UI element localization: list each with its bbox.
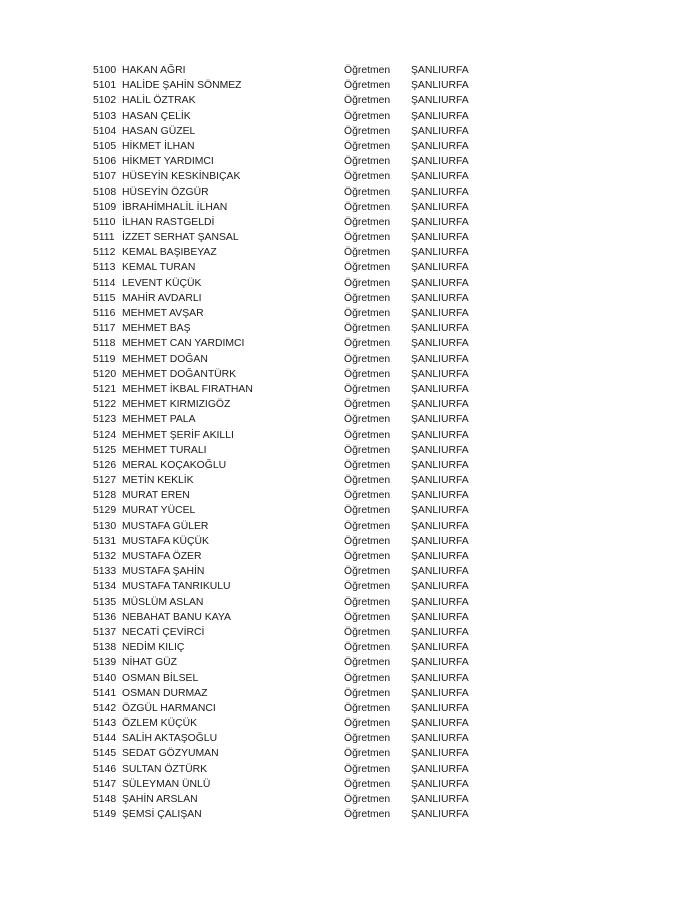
row-number: 5108 [93, 186, 117, 198]
job-title: Öğretmen [344, 216, 391, 228]
person-name: NEBAHAT BANU KAYA [122, 611, 231, 623]
person-name: MUSTAFA ŞAHİN [122, 566, 205, 578]
job-title: Öğretmen [344, 292, 391, 304]
city-name: ŞANLIURFA [411, 140, 469, 152]
row-number: 5130 [93, 520, 117, 532]
person-name: HİKMET İLHAN [122, 140, 195, 152]
job-title: Öğretmen [344, 247, 391, 259]
row-number: 5136 [93, 611, 117, 623]
person-name: MEHMET DOĞANTÜRK [122, 368, 237, 380]
row-number: 5134 [93, 581, 117, 593]
row-number: 5124 [93, 429, 117, 441]
table-row [93, 549, 493, 564]
city-name: ŞANLIURFA [411, 156, 469, 168]
city-name: ŞANLIURFA [411, 262, 469, 274]
city-name: ŞANLIURFA [411, 353, 469, 365]
city-name: ŞANLIURFA [411, 338, 469, 350]
row-number: 5117 [93, 323, 116, 335]
job-title: Öğretmen [344, 80, 391, 92]
row-number: 5106 [93, 156, 117, 168]
person-name: MURAT EREN [122, 490, 190, 502]
job-title: Öğretmen [344, 809, 391, 821]
city-name: ŞANLIURFA [411, 414, 469, 426]
city-name: ŞANLIURFA [411, 308, 469, 319]
job-title: Öğretmen [344, 505, 391, 517]
row-number: 5121 [93, 383, 117, 395]
job-title: Öğretmen [344, 763, 391, 775]
table-row [93, 276, 493, 291]
row-number: 5107 [93, 171, 117, 183]
person-name: HÜSEYİN KESKİNBIÇAK [122, 171, 241, 183]
city-name: ŞANLIURFA [411, 535, 469, 547]
person-name: MURAT YÜCEL [122, 505, 196, 517]
person-name: MEHMET CAN YARDIMCI [122, 338, 245, 350]
job-title: Öğretmen [344, 475, 391, 487]
person-name: MEHMET AVŞAR [122, 308, 204, 319]
row-number: 5132 [93, 551, 117, 562]
city-name: ŞANLIURFA [411, 763, 469, 775]
city-name: ŞANLIURFA [411, 383, 469, 395]
row-number: 5145 [93, 748, 117, 760]
row-number: 5131 [93, 535, 117, 547]
person-name: KEMAL TURAN [122, 262, 196, 274]
job-title: Öğretmen [344, 520, 391, 532]
row-number: 5119 [93, 353, 116, 365]
person-name: METİN KEKLİK [122, 475, 194, 487]
row-number: 5101 [93, 80, 117, 92]
job-title: Öğretmen [344, 581, 391, 593]
job-title: Öğretmen [344, 748, 391, 760]
table-row [93, 686, 493, 701]
person-name: NEDİM KILIÇ [122, 642, 185, 654]
person-name: MUSTAFA KÜÇÜK [122, 535, 209, 547]
row-number: 5120 [93, 368, 117, 380]
person-name: İLHAN RASTGELDİ [122, 216, 215, 228]
row-number: 5129 [93, 505, 117, 517]
city-name: ŞANLIURFA [411, 475, 469, 487]
job-title: Öğretmen [344, 429, 391, 441]
row-number: 5109 [93, 201, 117, 213]
job-title: Öğretmen [344, 110, 391, 122]
person-name: MUSTAFA TANRIKULU [122, 581, 231, 593]
row-number: 5111 [93, 232, 115, 244]
city-name: ŞANLIURFA [411, 171, 469, 183]
city-name: ŞANLIURFA [411, 65, 469, 76]
row-number: 5139 [93, 657, 117, 669]
job-title: Öğretmen [344, 733, 391, 745]
person-name: ŞAHİN ARSLAN [122, 794, 198, 805]
city-name: ŞANLIURFA [411, 201, 469, 213]
table-row [93, 139, 493, 154]
city-name: ŞANLIURFA [411, 611, 469, 623]
table-row [93, 169, 493, 184]
person-name: MEHMET DOĞAN [122, 353, 208, 365]
row-number: 5104 [93, 125, 117, 137]
row-number: 5133 [93, 566, 117, 578]
job-title: Öğretmen [344, 642, 391, 654]
table-row [93, 488, 493, 503]
row-number: 5127 [93, 475, 117, 487]
person-name: SALİH AKTAŞOĞLU [122, 733, 218, 745]
row-number: 5116 [93, 308, 116, 319]
row-number: 5149 [93, 809, 117, 821]
city-name: ŞANLIURFA [411, 581, 469, 593]
city-name: ŞANLIURFA [411, 505, 469, 517]
table-row [93, 762, 493, 777]
city-name: ŞANLIURFA [411, 809, 469, 821]
table-row [93, 230, 493, 245]
job-title: Öğretmen [344, 201, 391, 213]
city-name: ŞANLIURFA [411, 125, 469, 137]
row-number: 5140 [93, 672, 117, 684]
table-row [93, 534, 493, 549]
person-name: İBRAHİMHALİL İLHAN [122, 201, 228, 213]
city-name: ŞANLIURFA [411, 672, 469, 684]
table-row [93, 807, 493, 822]
table-row [93, 291, 493, 306]
table-row [93, 382, 493, 397]
table-row [93, 200, 493, 215]
person-name: OSMAN DURMAZ [122, 687, 208, 699]
person-name: HASAN GÜZEL [122, 125, 196, 137]
person-name: OSMAN BİLSEL [122, 672, 199, 684]
person-name: HALİDE ŞAHİN SÖNMEZ [122, 80, 242, 92]
table-row [93, 443, 493, 458]
table-row [93, 458, 493, 473]
job-title: Öğretmen [344, 626, 391, 638]
person-name: MUSTAFA GÜLER [122, 520, 209, 532]
table-row [93, 701, 493, 716]
job-title: Öğretmen [344, 65, 391, 76]
row-number: 5105 [93, 140, 117, 152]
person-name: MAHİR AVDARLI [122, 292, 202, 304]
city-name: ŞANLIURFA [411, 626, 469, 638]
person-name: SÜLEYMAN ÜNLÜ [122, 778, 211, 790]
job-title: Öğretmen [344, 338, 391, 350]
table-row [93, 336, 493, 351]
city-name: ŞANLIURFA [411, 399, 469, 411]
table-row [93, 124, 493, 139]
table-row [93, 367, 493, 382]
table-row [93, 595, 493, 610]
job-title: Öğretmen [344, 156, 391, 168]
job-title: Öğretmen [344, 323, 391, 335]
person-name: HÜSEYİN ÖZGÜR [122, 186, 209, 198]
row-number: 5143 [93, 718, 117, 730]
city-name: ŞANLIURFA [411, 657, 469, 669]
table-row [93, 260, 493, 275]
row-number: 5128 [93, 490, 117, 502]
table-row [93, 109, 493, 124]
job-title: Öğretmen [344, 125, 391, 137]
table-row [93, 564, 493, 579]
city-name: ŞANLIURFA [411, 292, 469, 304]
table-row [93, 93, 493, 108]
table-row [93, 215, 493, 230]
city-name: ŞANLIURFA [411, 718, 469, 730]
job-title: Öğretmen [344, 368, 391, 380]
city-name: ŞANLIURFA [411, 323, 469, 335]
table-row [93, 321, 493, 336]
job-title: Öğretmen [344, 566, 391, 578]
table-row [93, 245, 493, 260]
job-title: Öğretmen [344, 186, 391, 198]
row-number: 5125 [93, 444, 117, 456]
person-name: HALİL ÖZTRAK [122, 95, 196, 107]
person-name: HASAN ÇELİK [122, 110, 191, 122]
row-number: 5100 [93, 65, 117, 76]
row-number: 5110 [93, 216, 116, 228]
job-title: Öğretmen [344, 687, 391, 699]
job-title: Öğretmen [344, 232, 391, 244]
job-title: Öğretmen [344, 672, 391, 684]
table-row [93, 671, 493, 686]
job-title: Öğretmen [344, 611, 391, 623]
person-name: ÖZLEM KÜÇÜK [122, 718, 198, 730]
job-title: Öğretmen [344, 353, 391, 365]
person-name: KEMAL BAŞIBEYAZ [122, 247, 217, 259]
table-row [93, 78, 493, 93]
table-row [93, 610, 493, 625]
person-name: SEDAT GÖZYUMAN [122, 748, 219, 760]
row-number: 5138 [93, 642, 117, 654]
table-row [93, 503, 493, 518]
job-title: Öğretmen [344, 414, 391, 426]
city-name: ŞANLIURFA [411, 186, 469, 198]
row-number: 5141 [93, 687, 117, 699]
person-name: MERAL KOÇAKOĞLU [122, 459, 227, 471]
job-title: Öğretmen [344, 140, 391, 152]
job-title: Öğretmen [344, 171, 391, 183]
person-name: MEHMET BAŞ [122, 323, 191, 335]
row-number: 5102 [93, 95, 117, 107]
table-row [93, 579, 493, 594]
table-row [93, 428, 493, 443]
table-row [93, 640, 493, 655]
city-name: ŞANLIURFA [411, 794, 469, 805]
table-row [93, 792, 493, 807]
job-title: Öğretmen [344, 794, 391, 805]
city-name: ŞANLIURFA [411, 733, 469, 745]
city-name: ŞANLIURFA [411, 368, 469, 380]
job-title: Öğretmen [344, 657, 391, 669]
job-title: Öğretmen [344, 383, 391, 395]
person-name: MEHMET PALA [122, 414, 196, 426]
person-name: MUSTAFA ÖZER [122, 551, 202, 562]
row-number: 5142 [93, 702, 117, 714]
personnel-list [93, 63, 493, 822]
job-title: Öğretmen [344, 262, 391, 274]
person-name: NİHAT GÜZ [122, 657, 178, 669]
city-name: ŞANLIURFA [411, 277, 469, 289]
city-name: ŞANLIURFA [411, 642, 469, 654]
city-name: ŞANLIURFA [411, 596, 469, 608]
city-name: ŞANLIURFA [411, 551, 469, 562]
job-title: Öğretmen [344, 490, 391, 502]
table-row [93, 473, 493, 488]
person-name: MÜSLÜM ASLAN [122, 596, 204, 608]
table-row [93, 731, 493, 746]
job-title: Öğretmen [344, 718, 391, 730]
row-number: 5148 [93, 794, 117, 805]
table-row [93, 777, 493, 792]
person-name: HAKAN AĞRI [122, 65, 186, 76]
person-name: MEHMET ŞERİF AKILLI [122, 429, 234, 441]
city-name: ŞANLIURFA [411, 748, 469, 760]
person-name: ÖZGÜL HARMANCI [122, 702, 216, 714]
table-row [93, 746, 493, 761]
city-name: ŞANLIURFA [411, 95, 469, 107]
city-name: ŞANLIURFA [411, 216, 469, 228]
table-row [93, 519, 493, 534]
row-number: 5147 [93, 778, 117, 790]
job-title: Öğretmen [344, 95, 391, 107]
person-name: MEHMET İKBAL FIRATHAN [122, 383, 253, 395]
city-name: ŞANLIURFA [411, 778, 469, 790]
table-row [93, 185, 493, 200]
table-row [93, 306, 493, 321]
city-name: ŞANLIURFA [411, 490, 469, 502]
table-row [93, 716, 493, 731]
person-name: HİKMET YARDIMCI [122, 156, 214, 168]
city-name: ŞANLIURFA [411, 232, 469, 244]
job-title: Öğretmen [344, 444, 391, 456]
city-name: ŞANLIURFA [411, 687, 469, 699]
job-title: Öğretmen [344, 551, 391, 562]
table-row [93, 655, 493, 670]
row-number: 5112 [93, 247, 116, 259]
city-name: ŞANLIURFA [411, 110, 469, 122]
row-number: 5137 [93, 626, 117, 638]
job-title: Öğretmen [344, 778, 391, 790]
city-name: ŞANLIURFA [411, 566, 469, 578]
table-row [93, 625, 493, 640]
city-name: ŞANLIURFA [411, 429, 469, 441]
table-row [93, 397, 493, 412]
city-name: ŞANLIURFA [411, 520, 469, 532]
row-number: 5113 [93, 262, 116, 274]
city-name: ŞANLIURFA [411, 702, 469, 714]
row-number: 5123 [93, 414, 117, 426]
table-row [93, 63, 493, 78]
city-name: ŞANLIURFA [411, 444, 469, 456]
table-row [93, 352, 493, 367]
row-number: 5126 [93, 459, 117, 471]
person-name: MEHMET TURALI [122, 444, 207, 456]
job-title: Öğretmen [344, 535, 391, 547]
job-title: Öğretmen [344, 702, 391, 714]
city-name: ŞANLIURFA [411, 80, 469, 92]
row-number: 5135 [93, 596, 117, 608]
row-number: 5118 [93, 338, 116, 350]
person-name: İZZET SERHAT ŞANSAL [122, 232, 239, 244]
person-name: LEVENT KÜÇÜK [122, 277, 202, 289]
row-number: 5122 [93, 399, 117, 411]
job-title: Öğretmen [344, 399, 391, 411]
row-number: 5115 [93, 292, 116, 304]
person-name: NECATİ ÇEVİRCİ [122, 626, 205, 638]
row-number: 5144 [93, 733, 117, 745]
city-name: ŞANLIURFA [411, 247, 469, 259]
job-title: Öğretmen [344, 308, 391, 319]
job-title: Öğretmen [344, 277, 391, 289]
row-number: 5146 [93, 763, 117, 775]
job-title: Öğretmen [344, 596, 391, 608]
row-number: 5114 [93, 277, 116, 289]
row-number: 5103 [93, 110, 117, 122]
table-row [93, 154, 493, 169]
job-title: Öğretmen [344, 459, 391, 471]
city-name: ŞANLIURFA [411, 459, 469, 471]
person-name: SULTAN ÖZTÜRK [122, 763, 208, 775]
person-name: MEHMET KIRMIZIGÖZ [122, 399, 231, 411]
person-name: ŞEMSİ ÇALIŞAN [122, 809, 202, 821]
table-row [93, 412, 493, 427]
